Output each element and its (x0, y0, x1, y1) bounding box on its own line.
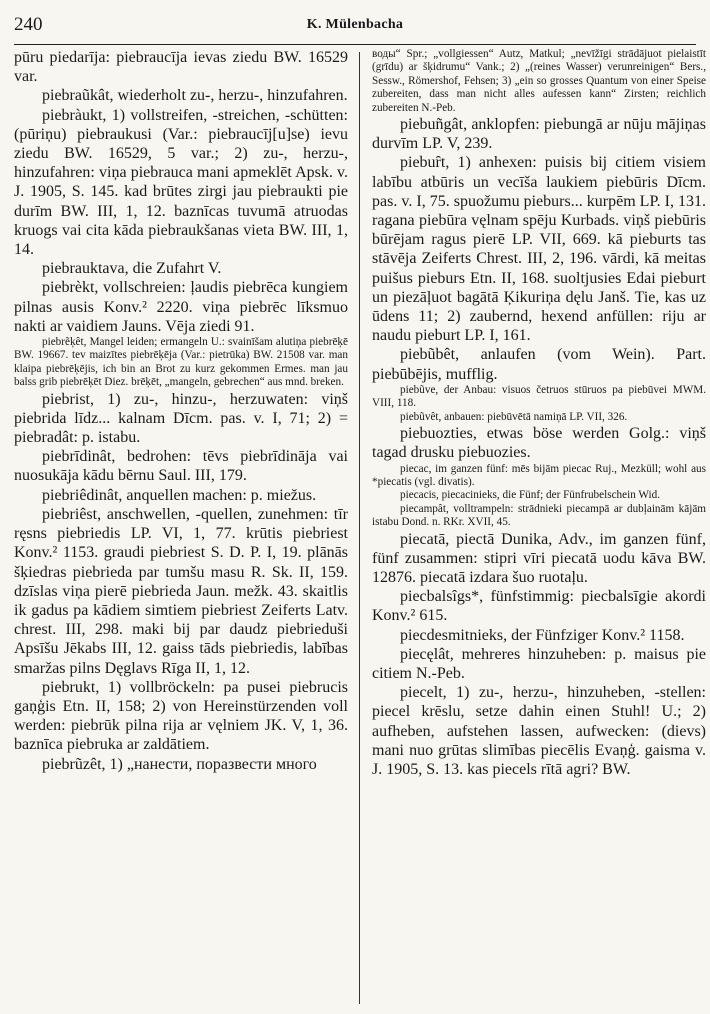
dictionary-entry: piebrauktava, die Zufahrt V. (42, 260, 222, 278)
dictionary-entry: piebriêst, anschwellen, -quellen, zunehmen: tīr ręsns piebriedis LP. VI, 1, 77. krūtis piebriest Konv.² 1153. graudi piebriest S. D. P. I, 19. plānās šķiedras piebrieda par tumšu masu R. Sk. II, 159. dzīslas viņa pierē piebrieda Jaun. mežk. 43. skaitlis ik gadus pa kādiem simtiem piebriest Zeiferts Latv. chrest. III, 298. maki bij par daudz piebrieduši Apsīšu Jēkabs III, 12. gaiss tāds piebriedis, labības smaržas pilns Dęglavs Rīga II, 1, 12. (14, 505, 348, 677)
running-head: K. Mülenbacha (306, 17, 404, 32)
dictionary-entry: piecbalsîgs*, fünfstimmig: piecbalsīgie akordi Konv.² 615. (372, 588, 706, 625)
left-column (14, 48, 348, 1014)
right-column (372, 48, 706, 1014)
dictionary-entry: piebuozties, etwas böse werden Golg.: viņš tagad drusku piebuozies. (372, 425, 706, 462)
dictionary-entry: piebrẽķêt, Mangel leiden; ermangeln U.: svainīšam alutiņa piebrēķē BW. 19667. tev maizītes piebrēķēja (Var.: pietrūka) BW. 21508 var. man klaipa piebrēķējis, ich bin an Brot zu kurz gekommen Ermes. man jau balss grib piebrēķēt Diez. brēķēt, „mangeln, gebrechen“ aus mnd. breken. (14, 336, 348, 389)
dictionary-entry: piebrīdinât, bedrohen: tēvs piebrīdināja vai nuosukāja kādu bērnu Saul. III, 179. (14, 448, 348, 485)
dictionary-entry: piecatā, piectā Dunika, Adv., im ganzen fünf, fünf zusammen: stipri vīri piecatā uodu kāva BW. 12876. piecatā izdara šuo ruotaļu. (372, 530, 706, 586)
dictionary-entry: piebriêdinât, anquellen machen: p. miežus. (42, 486, 317, 504)
dictionary-entry: piebràukt, 1) vollstreifen, -streichen, -schütten: (pūriņu) piebraukusi (Var.: piebraucīj[u]se) ievu ziedu BW. 16529, 5 var.; 2) zu-, herzu-, hinzufahren: viņa piebrauca mani apmeklēt Apsk. v. J. 1905, S. 145. kad brūtes zirgi jau piebraukti pie durīm BW. III, 1, 12. baznīcas tuvumā atruodas kruogs vai cita kāda piebraukšanas vieta BW. III, 1, 14. (14, 106, 348, 259)
dictionary-entry: piebuñgât, anklopfen: piebungā ar nūju mājiņas durvīm LP. V, 239. (372, 116, 706, 153)
dictionary-entry: piebrukt, 1) vollbröckeln: pa pusei piebrucis gaņģis Etn. II, 158; 2) von Hereinstürzenden voll werden: piebrūk pilna rija ar vęlniem JK. V, 1, 36. baznīca piebruka ar zaldātiem. (14, 678, 348, 754)
dictionary-entry: piecac, im ganzen fünf: mēs bijām piecac Ruj., Mezküll; wohl aus *piecatis (vgl. divatis). (372, 462, 706, 488)
dictionary-entry: piecdesmitnieks, der Fünfziger Konv.² 1158. (400, 626, 685, 644)
dictionary-entry: piebrèkt, vollschreien: ļaudis piebrēca kungiem pilnas ausis Konv.² 2220. viņa piebrēc līksmuo nakti ar vaidiem Jauns. Vēja ziedi 91. (14, 279, 348, 335)
dictionary-entry: piebrist, 1) zu-, hinzu-, herzuwaten: viņš piebrida līdz... kalnam Dīcm. pas. v. I, 71; 2) = piebradât: p. istabu. (14, 390, 348, 447)
dictionary-entry: pūru piedarīja: piebraucīja ievas ziedu BW. 16529 var. (14, 49, 348, 86)
dictionary-entry: piecęlât, mehreres hinzuheben: p. maisus pie citiem N.-Peb. (372, 645, 706, 682)
page-header (14, 8, 696, 45)
dictionary-entry: piebũve, der Anbau: visuos četruos stūruos pa piebūvei MWM. VIII, 118. (372, 383, 706, 410)
dictionary-entry: воды“ Spr.; „vollgiessen“ Autz, Matkul; „nevīžīgi strādājuot pielaistīt (grīdu) ar šķidrumu“ Vank.; 2) „(reines Wasser) verunreinigen“ Bers., Sessw., Römershof, Fehsen; 3) „ein so grosses Quantum von einer Speise zubereiten, dass man nicht alles aufessen kann“ Zirsten; reichlich zubereiten N.-Peb. (372, 48, 706, 114)
dictionary-entry: piecampât, volltrampeln: strādnieki piecampā ar dubļainām kājām istabu Dond. n. RKr. XVII, 45. (372, 502, 706, 529)
dictionary-entry: piecacis, piecacinieks, die Fünf; der Fünfrubelschein Wid. (400, 489, 660, 502)
dictionary-entry: piebũvêt, anbauen: piebūvētā namiņā LP. VII, 326. (400, 410, 628, 423)
page-number: 240 (14, 14, 43, 35)
dictionary-entry: piecelt, 1) zu-, herzu-, hinzuheben, -stellen: piecel krēslu, setze dahin einen Stuhl! U.; 2) aufheben, aufstehen lassen, aufwecken: (dievs) mani nuo grūtas slimības piecēlis Evaņģ. gaisma v. J. 1905, S. 13. kas piecels rītā agri? BW. (372, 684, 706, 778)
dictionary-entry: piebũbêt, anlaufen (vom Wein). Part. piebūbējis, mufflig. (372, 346, 706, 383)
column-divider (359, 52, 360, 1004)
dictionary-entry: piebrũzêt, 1) „нанести, поразвести много (42, 755, 317, 773)
dictionary-entry: piebuȓt, 1) anhexen: puisis bij citiem visiem labību atbūris un vecīša laukiem piebūris Dīcm. pas. v. I, 75. spuožumu pieburs... kurpēm LP. I, 131. ragana piebūra vęlnam spēju Kurbads. viņš piebūris būrējam ragus pierē LP. VII, 669. kā pieburts tas stāvēja Zeiferts Chrest. III, 2, 196. vārdi, kā meitas puišus pieburs Etn. II, 168. suoltjusies Edai pieburt un piezāļuot bagātā Ķikuriņa dęlu Janš. Tie, kas uz ūdens 11; 2) zaubernd, hexend anfüllen: riju ar naudu pieburt LP. I, 161. (372, 154, 706, 345)
dictionary-entry: piebraũkât, wiederholt zu-, herzu-, hinzufahren. (42, 87, 348, 105)
